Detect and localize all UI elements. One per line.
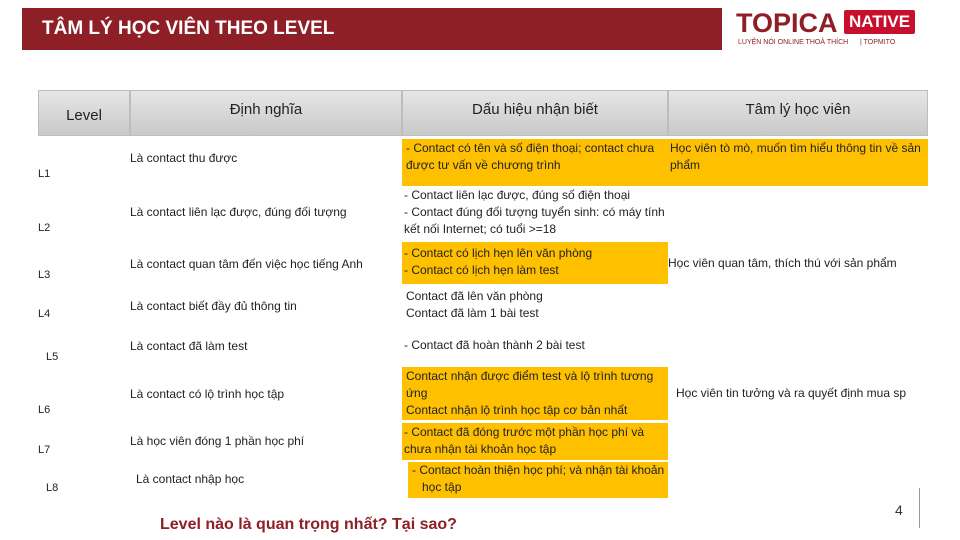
definition-cell: Là contact nhập học [136,472,245,486]
definition-cell: Là contact biết đầy đủ thông tin [130,299,297,313]
definition-cell: Là contact thu được [130,151,238,165]
page-number: 4 [895,502,903,518]
definition-cell: Là contact liên lạc được, đúng đối tượng [130,205,347,219]
signs-line: - Contact đã đóng trước một phần học phí và [404,425,645,439]
definition-cell: Là contact đã làm test [130,339,248,353]
column-header-signs: Dấu hiệu nhận biết [402,90,668,136]
definition-cell: Là contact quan tâm đến việc học tiếng Anh [130,257,363,271]
signs-line: Contact nhận được điểm test và lộ trình tương [406,369,654,383]
signs-line: học tập [422,480,462,494]
signs-cell [408,462,668,498]
signs-line: - Contact có lịch hẹn lên văn phòng [404,246,593,260]
level-label: L5 [46,351,59,363]
signs-line: - Contact đúng đối tượng tuyển sinh: có máy tính [404,205,665,219]
psychology-line: Học viên tò mò, muốn tìm hiểu thông tin về sản [670,141,921,155]
logo-sub: | TOPMITO [860,39,896,46]
signs-line: - Contact hoàn thiện học phí; và nhận tài khoản [412,463,665,477]
column-header-psychology: Tâm lý học viên [668,90,928,136]
definition-cell: Là contact có lộ trình học tập [130,387,285,401]
topica-native-logo [736,8,936,48]
logo-tagline: LUYỆN NÓI ONLINE THOẢ THÍCH [738,39,849,46]
discussion-question: Level nào là quan trọng nhất? Tại sao? [160,516,457,533]
divider [919,488,920,528]
signs-line: - Contact đã hoàn thành 2 bài test [404,338,585,352]
signs-cell [402,187,668,239]
signs-cell [402,139,668,186]
signs-line: được tư vấn về chương trình [406,158,561,172]
signs-cell [402,337,668,359]
signs-line: - Contact có tên và số điện thoại; contact chưa [406,141,655,155]
psychology-cell: Học viên quan tâm, thích thú với sản phẩm [668,256,897,270]
level-label: L2 [38,222,51,234]
signs-line: kết nối Internet; có tuổi >=18 [404,222,557,236]
level-label: L1 [38,168,51,180]
level-label: L3 [38,269,51,281]
level-label: L7 [38,444,51,456]
signs-cell [402,242,668,284]
logo-native-badge: NATIVE [844,10,915,34]
signs-cell [402,367,668,420]
signs-line: - Contact có lịch hẹn làm test [404,263,559,277]
column-header-definition: Định nghĩa [130,90,402,136]
logo-brand: TOPICA [736,8,838,38]
psychology-line: phẩm [670,158,701,172]
level-label: L8 [46,482,59,494]
psychology-cell: Học viên tin tưởng và ra quyết định mua sp [676,386,907,400]
signs-line: Contact đã lên văn phòng [406,289,543,303]
signs-line: Contact nhận lộ trình học tập cơ bản nhất [406,403,628,417]
signs-line: - Contact liên lạc được, đúng số điện thoại [404,188,631,202]
column-header-level: Level [38,90,130,136]
signs-cell [402,423,668,460]
psychology-cell [668,139,928,186]
slide-title: TÂM LÝ HỌC VIÊN THEO LEVEL [42,18,335,39]
signs-line: chưa nhận tài khoản học tập [404,442,557,456]
level-label: L6 [38,404,51,416]
level-label: L4 [38,308,51,320]
signs-line: Contact đã làm 1 bài test [406,306,539,320]
definition-cell: Là học viên đóng 1 phần học phí [130,434,305,448]
signs-cell [402,287,668,325]
signs-line: ứng [406,386,428,400]
